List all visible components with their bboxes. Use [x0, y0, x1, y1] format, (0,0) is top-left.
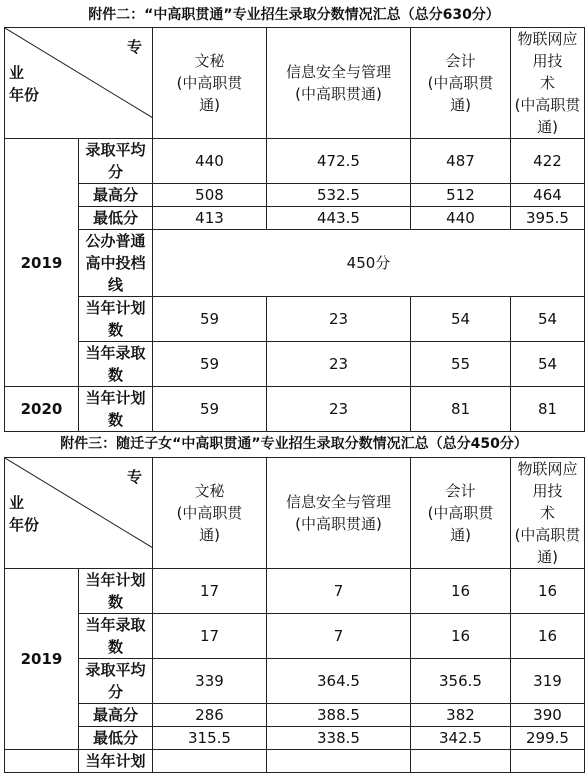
data-cell: 23	[267, 387, 411, 432]
data-cell: 532.5	[267, 184, 411, 207]
data-cell: 81	[511, 387, 585, 432]
table-row	[5, 727, 585, 750]
data-cell: 286	[153, 704, 267, 727]
data-cell: 338.5	[267, 727, 411, 750]
year-cell: 2020	[5, 387, 79, 432]
table-row	[5, 659, 585, 704]
table-row	[5, 387, 585, 432]
corner-label-year: 年份	[9, 86, 40, 104]
table-row	[5, 184, 585, 207]
diagonal-corner-cell	[5, 28, 153, 139]
data-cell: 59	[153, 342, 267, 387]
data-cell: 422	[511, 139, 585, 184]
row-label: 当年计划 数	[79, 297, 153, 342]
data-cell: 7	[267, 569, 411, 614]
table-row	[5, 614, 585, 659]
data-cell: 339	[153, 659, 267, 704]
data-cell: 55	[411, 342, 511, 387]
table-row	[5, 569, 585, 614]
row-label: 最高分	[79, 704, 153, 727]
row-label: 当年计划 数	[79, 569, 153, 614]
data-cell: 54	[511, 297, 585, 342]
row-label: 录取平均 分	[79, 659, 153, 704]
table-row	[5, 342, 585, 387]
year-cell: 2019	[5, 569, 79, 750]
corner-label-ye: 业	[9, 494, 25, 512]
header-row	[5, 28, 585, 139]
row-label: 当年录取 数	[79, 614, 153, 659]
corner-label-major: 专	[126, 38, 142, 56]
corner-label-ye: 业	[9, 64, 25, 82]
score-table-annex-three	[4, 457, 585, 773]
empty-cell	[153, 750, 267, 773]
data-cell: 464	[511, 184, 585, 207]
major-header-iot: 物联网应用技 术 (中高职贯 通)	[511, 458, 585, 569]
data-cell: 315.5	[153, 727, 267, 750]
data-cell: 413	[153, 207, 267, 230]
data-cell: 23	[267, 297, 411, 342]
corner-label-major: 专	[126, 468, 142, 486]
table-row	[5, 139, 585, 184]
row-label: 最高分	[79, 184, 153, 207]
table-row	[5, 207, 585, 230]
data-cell: 16	[411, 614, 511, 659]
data-cell: 390	[511, 704, 585, 727]
data-cell: 512	[411, 184, 511, 207]
major-header-secretary: 文秘 (中高职贯 通)	[153, 28, 267, 139]
title-annex-three: 附件三：随迁子女“中高职贯通”专业招生录取分数情况汇总（总分450分）	[60, 436, 528, 452]
table-row	[5, 230, 585, 297]
year-cell: 2019	[5, 139, 79, 387]
data-cell: 443.5	[267, 207, 411, 230]
data-cell: 23	[267, 342, 411, 387]
row-label: 公办普通 高中投档 线	[79, 230, 153, 297]
merged-cell: 450分	[153, 230, 585, 297]
title-annex-two: 附件二：“中高职贯通”专业招生录取分数情况汇总（总分630分）	[88, 7, 500, 23]
data-cell: 16	[511, 614, 585, 659]
data-cell: 16	[411, 569, 511, 614]
empty-cell	[411, 750, 511, 773]
data-cell: 7	[267, 614, 411, 659]
corner-label-year: 年份	[9, 516, 40, 534]
data-cell: 382	[411, 704, 511, 727]
data-cell: 342.5	[411, 727, 511, 750]
row-label: 当年录取 数	[79, 342, 153, 387]
table-row	[5, 704, 585, 727]
major-header-infosec: 信息安全与管理 (中高职贯通)	[267, 28, 411, 139]
row-label: 录取平均 分	[79, 139, 153, 184]
data-cell: 54	[511, 342, 585, 387]
data-cell: 319	[511, 659, 585, 704]
table-row	[5, 750, 585, 773]
diagonal-corner-cell	[5, 458, 153, 569]
empty-cell	[511, 750, 585, 773]
data-cell: 440	[153, 139, 267, 184]
row-label: 当年计划	[79, 750, 153, 773]
data-cell: 508	[153, 184, 267, 207]
header-row	[5, 458, 585, 569]
major-header-iot: 物联网应用技 术 (中高职贯 通)	[511, 28, 585, 139]
data-cell: 54	[411, 297, 511, 342]
data-cell: 299.5	[511, 727, 585, 750]
table-row	[5, 297, 585, 342]
data-cell: 17	[153, 614, 267, 659]
data-cell: 472.5	[267, 139, 411, 184]
row-label: 最低分	[79, 727, 153, 750]
data-cell: 388.5	[267, 704, 411, 727]
empty-cell	[267, 750, 411, 773]
row-label: 当年计划 数	[79, 387, 153, 432]
data-cell: 59	[153, 387, 267, 432]
data-cell: 16	[511, 569, 585, 614]
data-cell: 81	[411, 387, 511, 432]
row-label: 最低分	[79, 207, 153, 230]
data-cell: 17	[153, 569, 267, 614]
empty-cell	[5, 750, 79, 773]
major-header-accounting: 会计 (中高职贯 通)	[411, 28, 511, 139]
major-header-accounting: 会计 (中高职贯 通)	[411, 458, 511, 569]
data-cell: 487	[411, 139, 511, 184]
data-cell: 59	[153, 297, 267, 342]
major-header-infosec: 信息安全与管理 (中高职贯通)	[267, 458, 411, 569]
major-header-secretary: 文秘 (中高职贯 通)	[153, 458, 267, 569]
data-cell: 356.5	[411, 659, 511, 704]
score-table-annex-two	[4, 27, 585, 432]
data-cell: 440	[411, 207, 511, 230]
data-cell: 395.5	[511, 207, 585, 230]
data-cell: 364.5	[267, 659, 411, 704]
